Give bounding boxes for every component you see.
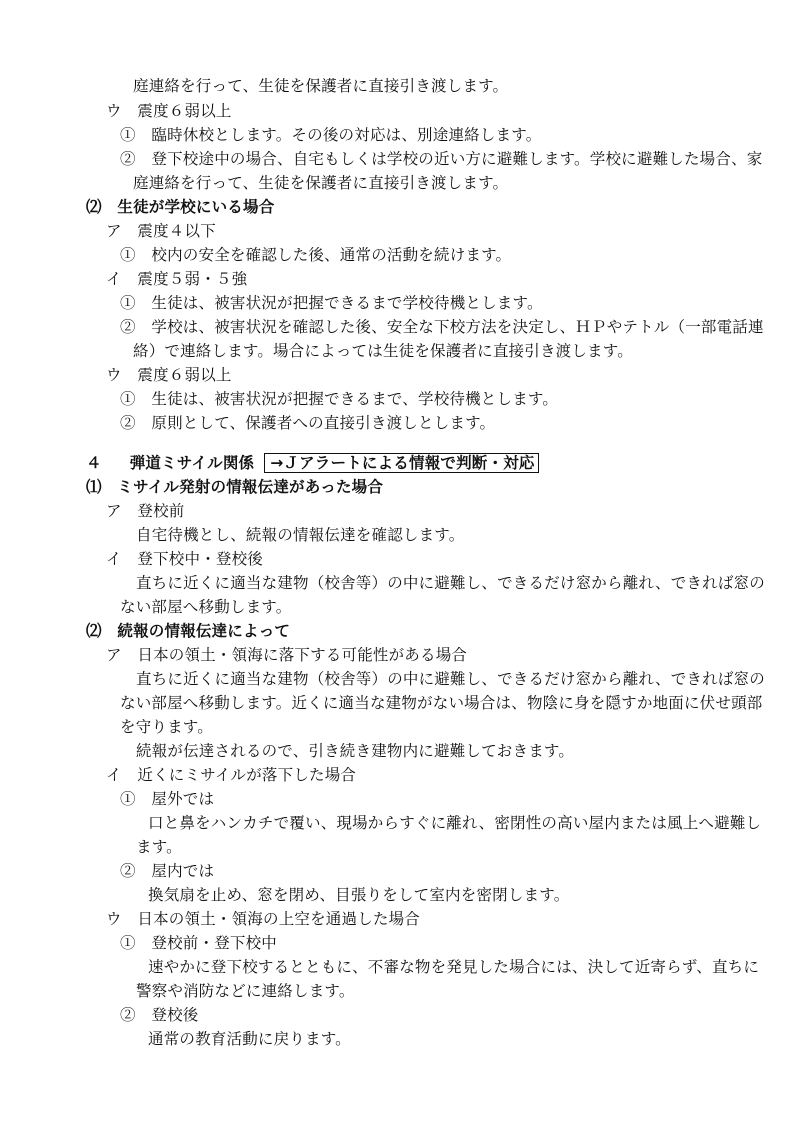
text-line: 警察や消防などに連絡します。 [136, 982, 355, 1000]
subsection-heading: ⑵ 続報の情報伝達によって [86, 622, 291, 640]
text-line: 庭連絡を行って、生徒を保護者に直接引き渡します。 [133, 174, 509, 192]
text-line: 通常の教育活動に戻ります。 [148, 1030, 351, 1048]
item-heading: イ 近くにミサイルが落下した場合 [106, 766, 357, 784]
text-line: 換気扇を止め、窓を閉め、目張りをして室内を密閉します。 [148, 886, 570, 904]
item-heading: ア 震度４以下 [106, 222, 216, 240]
numbered-item: ① 屋外では [120, 790, 215, 808]
numbered-item: ① 生徒は、被害状況が把握できるまで、学校待機とします。 [120, 390, 559, 408]
numbered-item: ① 生徒は、被害状況が把握できるまで学校待機とします。 [120, 294, 543, 312]
text-line: 続報が伝達されるので、引き続き建物内に避難しておきます。 [136, 742, 575, 760]
text-line: 絡）で連絡します。場合によっては生徒を保護者に直接引き渡します。 [133, 342, 633, 360]
item-heading: ウ 震度６弱以上 [106, 366, 232, 384]
text-line: 庭連絡を行って、生徒を保護者に直接引き渡します。 [133, 77, 509, 95]
numbered-item: ① 校内の安全を確認した後、通常の活動を続けます。 [120, 246, 512, 264]
numbered-item: ② 原則として、保護者への直接引き渡しとします。 [120, 414, 496, 432]
item-heading: ア 登校前 [106, 502, 185, 520]
numbered-item: ② 屋内では [120, 862, 215, 880]
numbered-item: ② 登校後 [120, 1006, 199, 1024]
text-line: を守ります。 [120, 718, 213, 736]
item-heading: ウ 震度６弱以上 [106, 102, 232, 120]
item-heading: イ 震度５弱・５強 [106, 270, 248, 288]
section-note-box: →Ｊアラートによる情報で判断・対応 [264, 453, 538, 473]
text-line: ない部屋へ移動します。近くに適当な建物がない場合は、物陰に身を隠すか地面に伏せ頭部 [120, 694, 763, 712]
text-line: 口と鼻をハンカチで覆い、現場からすぐに離れ、密閉性の高い屋内または風上へ避難し [148, 814, 762, 832]
text-line: 自宅待機とし、続報の情報伝達を確認します。 [136, 526, 465, 544]
subsection-heading: ⑵ 生徒が学校にいる場合 [86, 198, 275, 216]
item-heading: ウ 日本の領土・領海の上空を通過した場合 [106, 910, 421, 928]
text-line: 直ちに近くに適当な建物（校舎等）の中に避難し、できるだけ窓から離れ、できれば窓の [136, 670, 765, 688]
section-number: ４ [86, 454, 102, 472]
item-heading: イ 登下校中・登校後 [106, 550, 264, 568]
text-line: ない部屋へ移動します。 [120, 598, 292, 616]
numbered-item: ① 登校前・登下校中 [120, 934, 278, 952]
text-line: 速やかに登下校するとともに、不審な物を発見した場合には、決して近寄らず、直ちに [148, 958, 760, 976]
text-line: 直ちに近くに適当な建物（校舎等）の中に避難し、できるだけ窓から離れ、できれば窓の [136, 574, 765, 592]
item-heading: ア 日本の領土・領海に落下する可能性がある場合 [106, 646, 468, 664]
numbered-item: ② 学校は、被害状況を確認した後、安全な下校方法を決定し、ＨＰやテトル（一部電話連 [120, 318, 764, 336]
section-heading [86, 452, 539, 474]
subsection-heading: ⑴ ミサイル発射の情報伝達があった場合 [86, 478, 384, 496]
text-line: ます。 [136, 838, 182, 856]
section-title: 弾道ミサイル関係 [129, 454, 255, 472]
numbered-item: ② 登下校途中の場合、自宅もしくは学校の近い方に避難します。学校に避難した場合、家 [120, 150, 763, 168]
numbered-item: ① 臨時休校とします。その後の対応は、別途連絡します。 [120, 126, 542, 144]
